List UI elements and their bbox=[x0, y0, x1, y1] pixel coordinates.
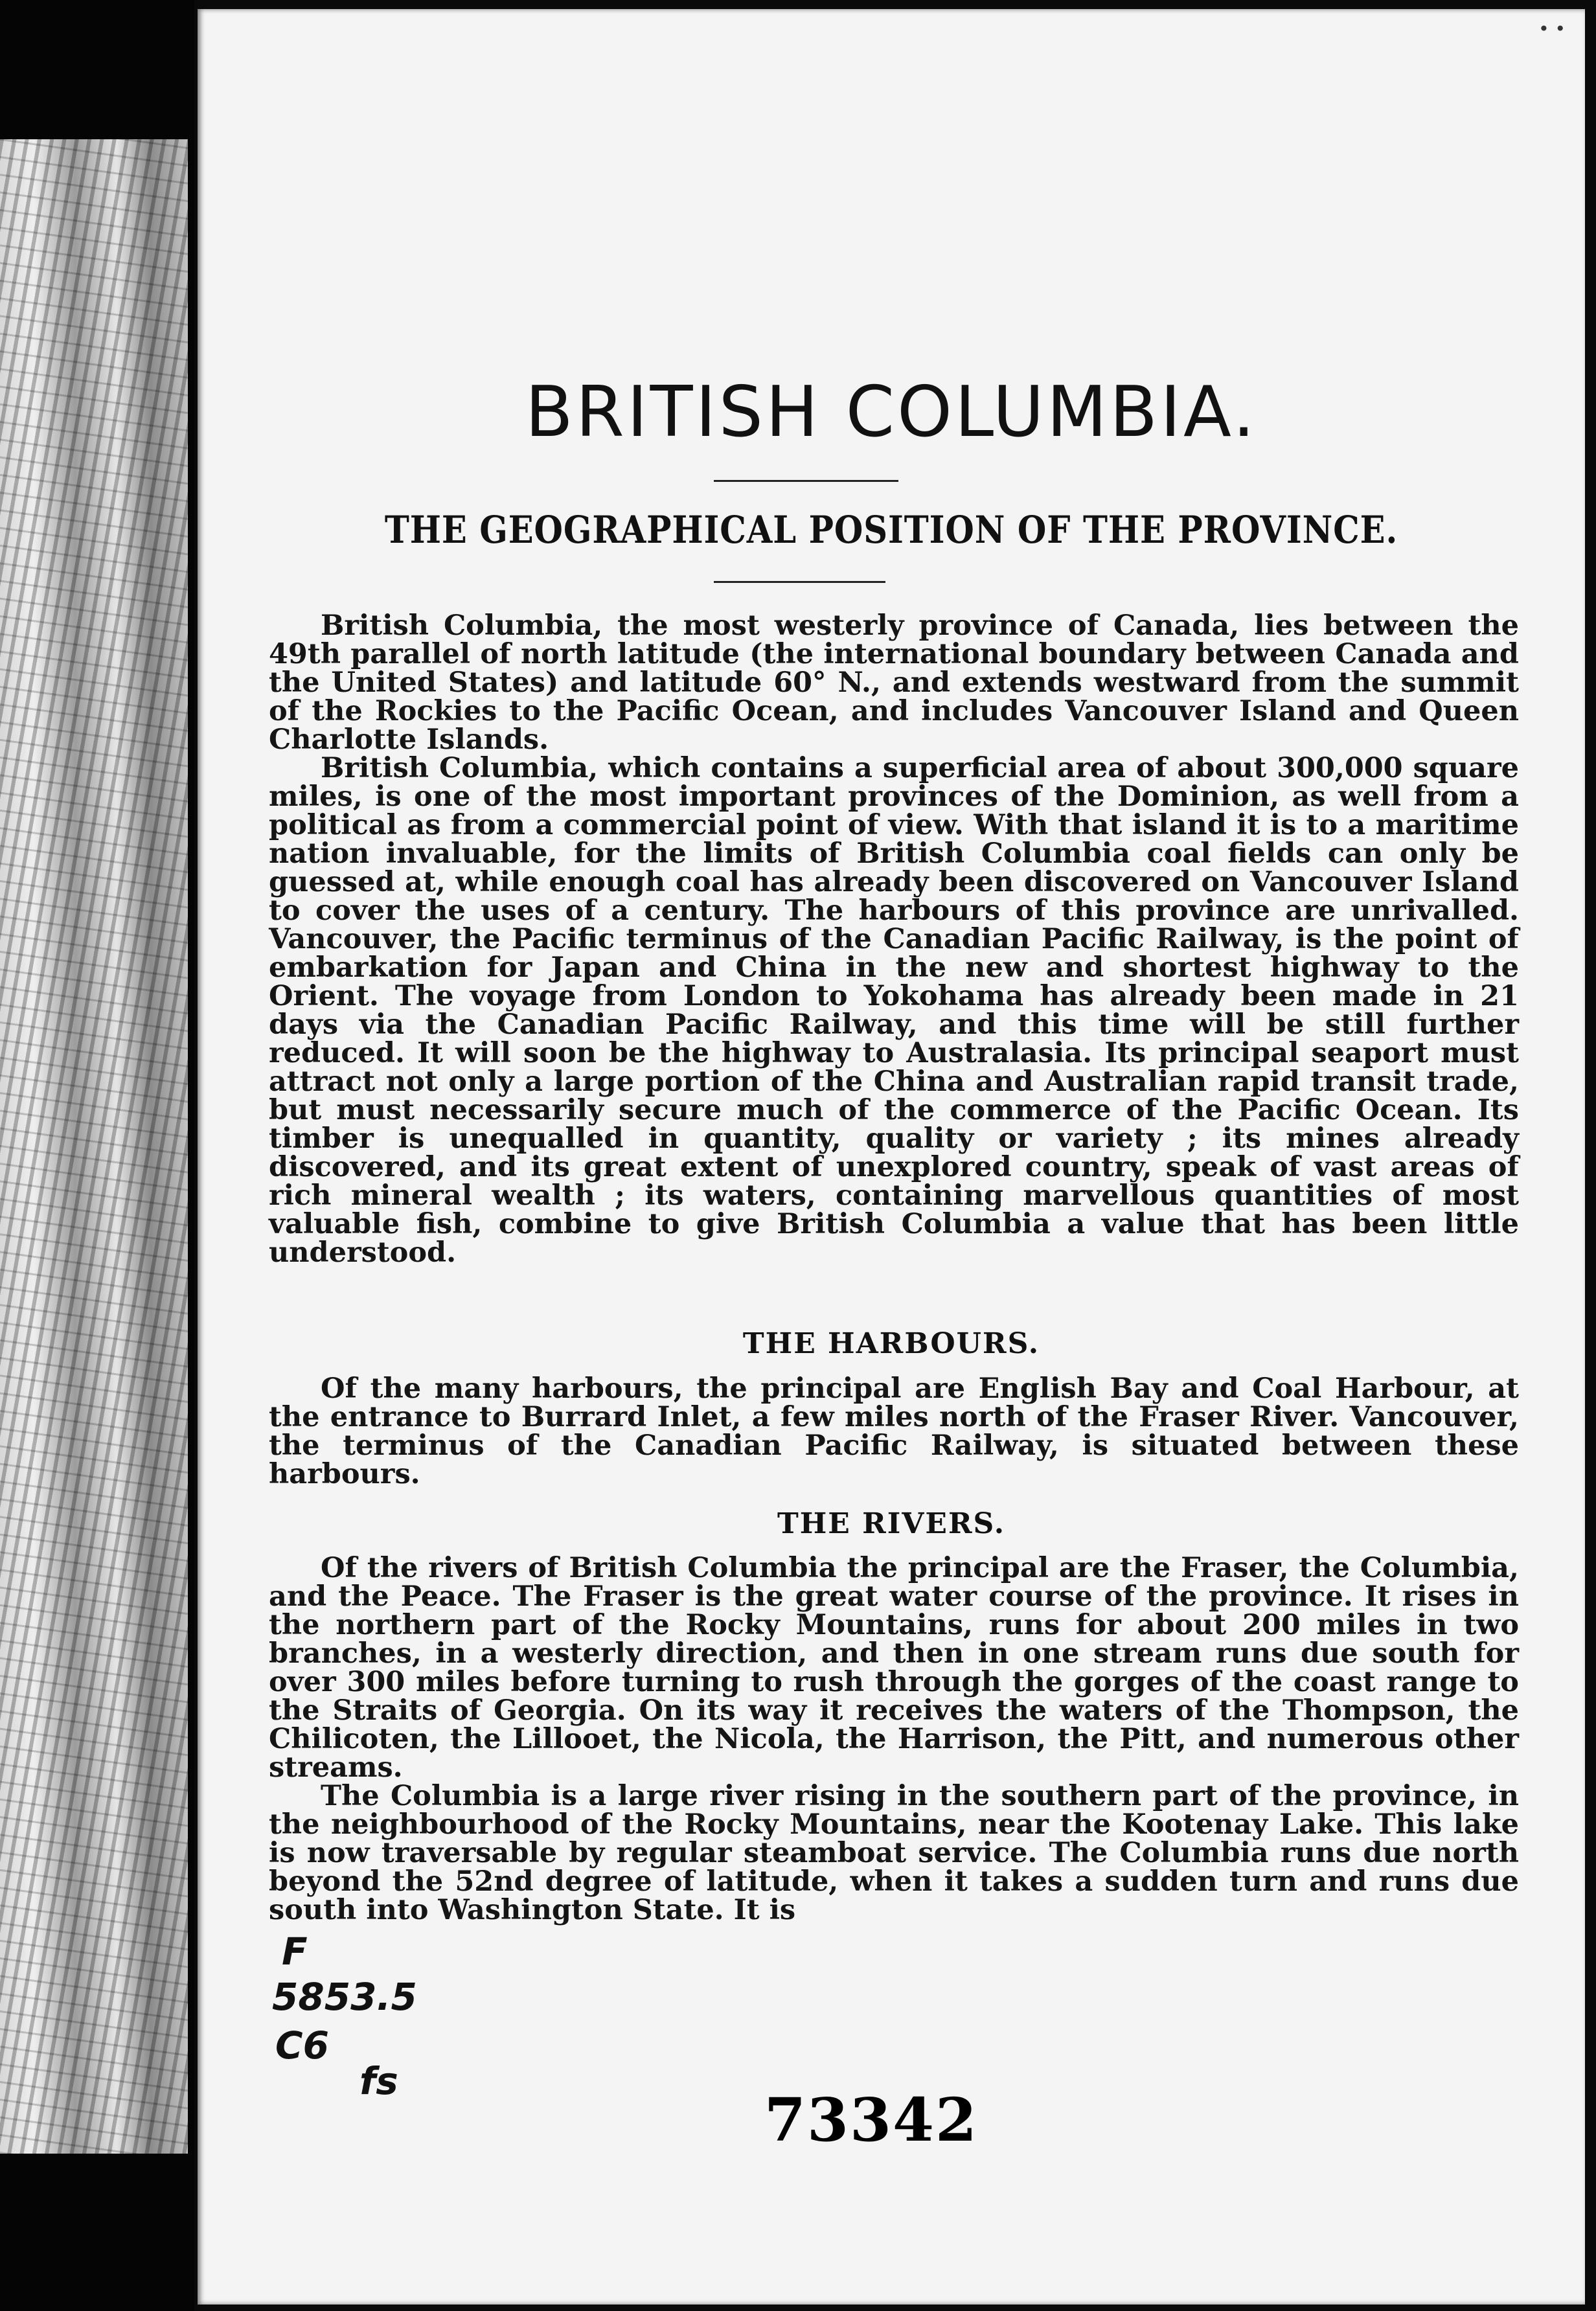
rivers-paragraph-1: Of the rivers of British Columbia the principal are the Fraser, the Columbia, and the Peace. The Fraser is the great water course of the province. It rises in the northern part of the Rocky Mountains, runs for about 200 miles in two branches, in a westerly direction, and then in one stream runs due south for over 300 miles before turning to rush through the gorges of the coast range to the Straits of Georgia. On its way it receives the waters of the Thompson, the Chilicoten, the Lillooet, the Nicola, the Harrison, the Pitt, and numerous other streams. bbox=[269, 1552, 1519, 1784]
adjacent-page-edge bbox=[0, 139, 188, 2154]
intro-paragraph-2: British Columbia, which contains a superficial area of about 300,000 square miles, is one of the most important provinces of the Dominion, as well from a political as from a commercial point of view. With that island it is to a maritime nation invaluable, for the limits of British Columbia coal fields can only be guessed at, while enough coal has already been discovered on Vancouver Island to cover the uses of a century. The harbours of this province are unrivalled. Vancouver, the Pacific terminus of the Canadian Pacific Railway, is the point of embarkation for Japan and China in the new and shortest highway to the Orient. The voyage from London to Yokohama has already been made in 21 days via the Canadian Pacific Railway, and this time will be still further reduced. It will soon be the highway to Australasia. Its principal seaport must attract not only a large portion of the China and Australian rapid transit trade, but must necessarily secure much of the commerce of the Pacific Ocean. Its timber is unequalled in quantity, quality or variety ; its mines already discovered, and its great extent of unexplored country, speak of vast areas of rich mineral wealth ; its waters, containing marvellous quantities of most valuable fish, combine to give British Columbia a value that has been little understood. bbox=[269, 752, 1519, 1269]
harbours-section bbox=[269, 1374, 1519, 1488]
book-spine bbox=[0, 0, 194, 2311]
rivers-paragraph-2: The Columbia is a large river rising in the southern part of the province, in the neighbourhood of the Rocky Mountains, near the Kootenay Lake. This lake is now traversable by regular steamboat service. The Columbia runs due north beyond the 52nd degree of latitude, when it takes a sudden turn and runs due south into Washington State. It is bbox=[269, 1780, 1519, 1926]
handwritten-call-number: 5853.5 bbox=[272, 1975, 417, 2019]
handwritten-call-letter: F bbox=[282, 1930, 308, 1974]
subtitle-divider bbox=[714, 581, 885, 583]
rivers-heading: THE RIVERS. bbox=[777, 1507, 1006, 1540]
corner-mark: • • bbox=[1538, 18, 1566, 40]
intro-paragraph-1: British Columbia, the most westerly province of Canada, lies between the 49th parallel of north latitude (the international boundary between Canada and the United States) and latitude 60° N., and extends westward from the summit of the Rockies to the Pacific Ocean, and includes Vancouver Island and Queen Charlotte Islands. bbox=[269, 609, 1519, 756]
rivers-section bbox=[269, 1554, 1519, 1924]
intro-section bbox=[269, 611, 1519, 1267]
harbours-heading: THE HARBOURS. bbox=[742, 1327, 1040, 1360]
handwritten-cutter: C6 bbox=[275, 2023, 329, 2067]
page-title: BRITISH COLUMBIA. bbox=[525, 372, 1258, 453]
document-page bbox=[198, 9, 1585, 2305]
handwritten-note: fs bbox=[359, 2059, 398, 2103]
title-divider bbox=[714, 480, 898, 482]
harbours-paragraph: Of the many harbours, the principal are English Bay and Coal Harbour, at the entrance to Burrard Inlet, a few miles north of the Fraser River. Vancouver, the terminus of the Canadian Pacific Railway, is situated between these harbours. bbox=[269, 1372, 1519, 1490]
page-subtitle: THE GEOGRAPHICAL POSITION OF THE PROVINCE. bbox=[384, 508, 1398, 552]
accession-stamp: 73342 bbox=[764, 2085, 979, 2155]
